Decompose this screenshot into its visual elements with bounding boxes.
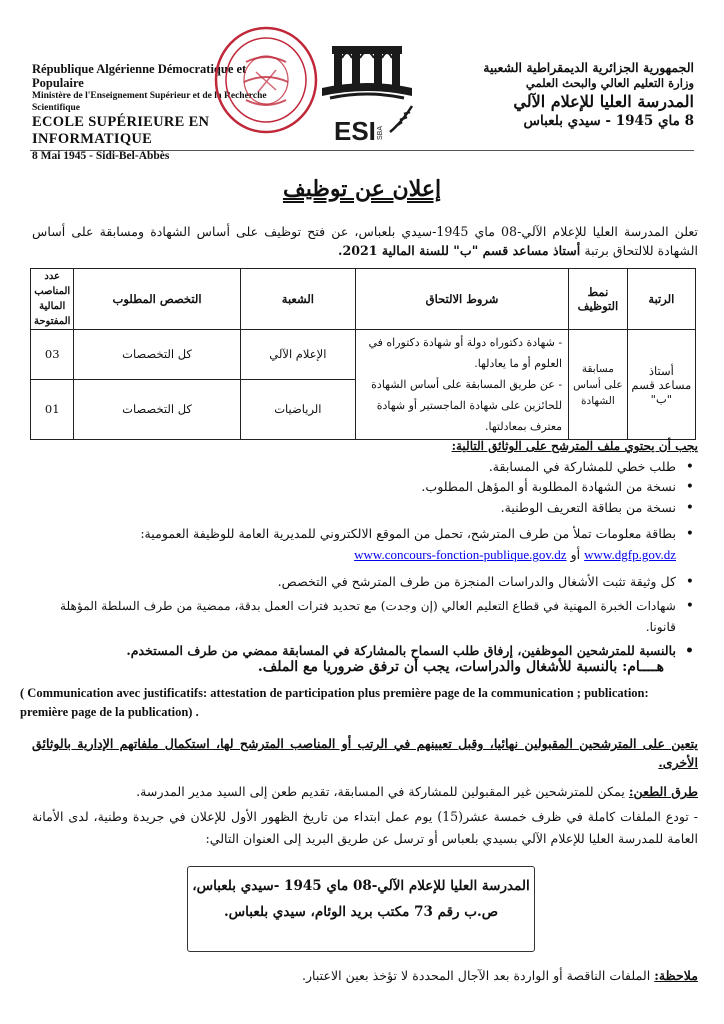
note-label: ملاحظة: bbox=[654, 968, 698, 983]
concours-link[interactable]: www.concours-fonction-publique.gov.dz bbox=[354, 546, 567, 562]
list-item: • كل وثيقة تثبت الأشغال والدراسات المنجزة من طرف المترشح في التخصص. bbox=[40, 572, 698, 593]
cell-posts: 03 bbox=[31, 330, 74, 380]
appeal-text: يمكن للمترشحين غير المقبولين للمشاركة في المسابقة، تقديم طعن إلى السيد مدير المدرسة. bbox=[136, 784, 625, 799]
intro-text: تعلن المدرسة العليا للإعلام الآلي-08 ماي 1945-سيدي بلعباس، عن فتح توظيف على أساس الشهادة ومسابقة على أساس الشهادة للالتحاق برتبة bbox=[32, 224, 698, 258]
col-conditions: شروط الالتحاق bbox=[356, 269, 569, 330]
cell-branch: الرياضيات bbox=[240, 379, 355, 439]
jobs-table bbox=[30, 268, 696, 440]
list-item: • نسخة من الشهادة المطلوبة أو المؤهل المطلوب. bbox=[40, 477, 698, 498]
appeal-label: طرق الطعن: bbox=[628, 784, 698, 799]
note-section bbox=[32, 966, 698, 985]
ministry-ar: وزارة التعليم العالي والبحث العلمي bbox=[525, 76, 694, 90]
official-stamp-icon bbox=[210, 22, 322, 142]
col-posts: عدد المناصب المالية المفتوحة bbox=[31, 269, 74, 330]
condition-item: - شهادة دكتوراه دولة أو شهادة دكتوراه في العلوم أو ما يعادلها. bbox=[368, 336, 563, 370]
school-name-fr: ECOLE SUPÉRIEURE EN INFORMATIQUE bbox=[32, 114, 210, 147]
cell-specialty: كل التخصصات bbox=[74, 379, 240, 439]
deposit-paragraph: - تودع الملفات كاملة في ظرف خمسة عشر(15) يوم عمل ابتداء من تاريخ الظهور الأول للإعلان في جريدة وطنية، لدى الأمانة العامة للمدرسة العليا للإعلام الآلي بسيدي بلعباس أو ترسل عن طريق البريد إلى العنوان التالي: bbox=[32, 809, 698, 846]
list-item: • طلب خطي للمشاركة في المسابقة. bbox=[40, 457, 698, 478]
table-row bbox=[31, 330, 696, 380]
note-text: الملفات الناقصة أو الواردة بعد الآجال المحددة لا تؤخذ بعين الاعتبار. bbox=[301, 968, 651, 983]
logo-text: ESI bbox=[334, 116, 376, 146]
republic-fr: République Algérienne Démocratique et Populaire bbox=[32, 62, 247, 90]
cell-branch: الإعلام الآلي bbox=[240, 330, 355, 380]
republic-ar: الجمهورية الجزائرية الديمقراطية الشعبية bbox=[483, 60, 694, 75]
link-separator: أو bbox=[570, 546, 581, 562]
address-line: ص.ب رقم 73 مكتب بريد الوئام، سيدي بلعباس. bbox=[223, 904, 499, 920]
appeal-section bbox=[32, 782, 698, 801]
page-title: إعلان عن توظيف bbox=[282, 176, 442, 202]
cell-specialty: كل التخصصات bbox=[74, 330, 240, 380]
intro-paragraph bbox=[32, 222, 698, 260]
header-arabic bbox=[424, 60, 694, 130]
logo-sub: SBA bbox=[377, 125, 384, 140]
list-item: • بالنسبة للمترشحين الموظفين، إرفاق طلب السماح بالمشاركة في المسابقة ممضي من طرف المستخدم. bbox=[40, 641, 698, 662]
condition-item: - عن طريق المسابقة على أساس الشهادة للحائزين على شهادة الماجستير أو شهادة معترف بمعادلتها. bbox=[371, 378, 563, 433]
cell-conditions bbox=[356, 330, 569, 440]
address-box bbox=[187, 866, 535, 952]
table-header-row bbox=[31, 269, 696, 330]
documents-section bbox=[40, 436, 698, 662]
col-branch: الشعبة bbox=[240, 269, 355, 330]
cell-rank: أستاذ مساعد قسم "ب" bbox=[627, 330, 695, 440]
list-item: • نسخة من بطاقة التعريف الوطنية. bbox=[40, 498, 698, 519]
accepted-candidates-note: يتعين على المترشحين المقبولين نهائيا، وقبل تعيينهم في الرتب أو المناصب المترشح لها، استكمال ملفاتهم الإدارية بالوثائق الأخرى. bbox=[32, 736, 698, 770]
header-divider bbox=[30, 150, 694, 151]
col-specialty: التخصص المطلوب bbox=[74, 269, 240, 330]
cell-mode: مسابقة على أساس الشهادة bbox=[569, 330, 628, 440]
communication-note: ( Communication avec justificatifs: attestation de participation plus première page de la communication ; publication: première page de la publication) . bbox=[20, 686, 649, 719]
address-line: المدرسة العليا للإعلام الآلي-08 ماي 1945 -سيدي بلعباس، bbox=[192, 878, 530, 894]
esi-logo bbox=[312, 28, 422, 156]
ministry-fr: Ministère de l'Enseignement Supérieur et de la Recherche Scientifique bbox=[32, 91, 267, 113]
documents-heading: يجب أن يحتوي ملف المترشح على الوثائق التالية: bbox=[451, 439, 698, 453]
col-rank: الرتبة bbox=[627, 269, 695, 330]
col-mode: نمط التوظيف bbox=[569, 269, 628, 330]
cell-posts: 01 bbox=[31, 379, 74, 439]
dgfp-link[interactable]: www.dgfp.gov.dz bbox=[584, 546, 676, 562]
list-item: • بطاقة معلومات تملأ من طرف المترشح، تحمل من الموقع الالكتروني للمديرية العامة للوظيفة العمومية: bbox=[40, 524, 698, 545]
school-address-fr: 8 Mai 1945 - Sidi-Bel-Abbès bbox=[32, 150, 170, 162]
school-name-ar: المدرسة العليا للإعلام الآلي bbox=[513, 92, 694, 111]
school-address-ar: 8 ماي 1945 - سيدي بلعباس bbox=[523, 113, 694, 129]
links-line bbox=[40, 545, 698, 566]
list-item: • شهادات الخبرة المهنية في قطاع التعليم العالي (إن وجدت) مع تحديد فترات العمل بدقة، ممضية من طرف السلطة المؤهلة قانونا. bbox=[40, 596, 698, 637]
intro-rank: أستاذ مساعد قسم "ب" للسنة المالية 2021. bbox=[338, 243, 581, 258]
important-note: هــــام: بالنسبة للأشغال والدراسات، يجب أن ترفق ضروريا مع الملف. bbox=[257, 659, 664, 675]
